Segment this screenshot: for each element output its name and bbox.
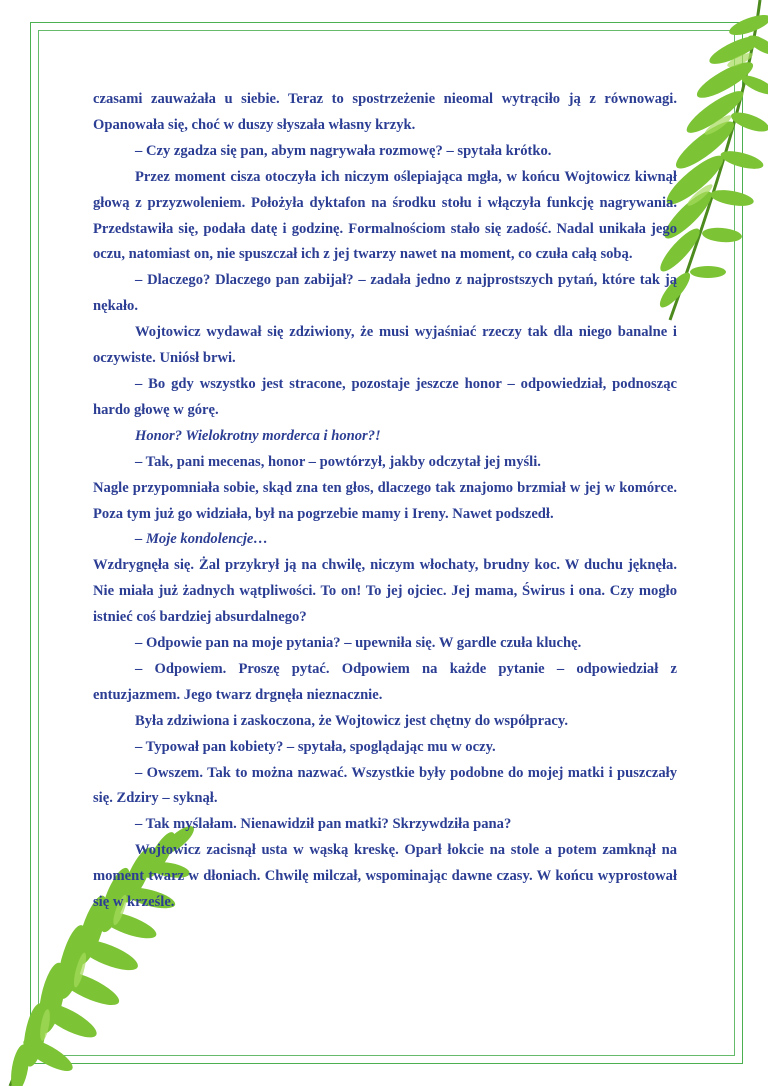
paragraph: – Moje kondolencje…: [135, 531, 268, 548]
paragraph: Przez moment cisza otoczyła ich niczym oślepiająca mgła, w końcu Wojtowicz kiwnął głową z przyzwoleniem. Położyła dyktafon na środku stołu i włączyła funkcję nagrywania. Przedstawiła się, podała datę i godzinę. Formalnościom stało się zadość. Nadal unikała jego oczu, natomiast on, nie spuszczał ich z jej twarzy nawet na moment, co czuła całą sobą.: [93, 168, 677, 263]
paragraph: Wojtowicz zacisnął usta w wąską kreskę. Oparł łokcie na stole a potem zamknął na moment twarz w dłoniach. Chwilę milczał, wspominając dawne czasy. W końcu wyprostował się w krześle.: [93, 842, 677, 911]
paragraph: czasami zauważała u siebie. Teraz to spostrzeżenie nieomal wytrąciło ją z równowagi. Opanowała się, choć w duszy słyszała własny krzyk.: [93, 91, 677, 133]
paragraph: Nagle przypomniała sobie, skąd zna ten głos, dlaczego tak znajomo brzmiał w jej w komórce. Poza tym już go widziała, był na pogrzebie mamy i Ireny. Nawet podszedł.: [93, 479, 677, 522]
paragraph: – Tak myślałam. Nienawidził pan matki? Skrzywdziła pana?: [135, 816, 512, 833]
paragraph: – Czy zgadza się pan, abym nagrywała rozmowę? – spytała krótko.: [135, 142, 552, 159]
document-body: [93, 87, 677, 916]
paragraph: – Odpowiem. Proszę pytać. Odpowiem na każde pytanie – odpowiedział z entuzjazmem. Jego twarz drgnęła nieznacznie.: [93, 660, 677, 703]
paragraph: – Typował pan kobiety? – spytała, spoglądając mu w oczy.: [135, 738, 496, 755]
paragraph: – Odpowie pan na moje pytania? – upewniła się. W gardle czuła kluchę.: [135, 635, 582, 652]
paragraph: Wzdrygnęła się. Żal przykrył ją na chwilę, niczym włochaty, brudny koc. W duchu jęknęła. Nie miała już żadnych wątpliwości. To on! To jej ojciec. Jej mama, Świrus i ona. Czy mogło istnieć coś bardziej absurdalnego?: [93, 557, 677, 626]
paragraph: Wojtowicz wydawał się zdziwiony, że musi wyjaśniać rzeczy tak dla niego banalne i oczywiste. Uniósł brwi.: [93, 324, 677, 367]
paragraph: – Dlaczego? Dlaczego pan zabijał? – zadała jedno z najprostszych pytań, które tak ją nękało.: [93, 272, 677, 315]
paragraph: – Tak, pani mecenas, honor – powtórzył, jakby odczytał jej myśli.: [135, 453, 541, 470]
paragraph: Honor? Wielokrotny morderca i honor?!: [135, 427, 381, 444]
paragraph: Była zdziwiona i zaskoczona, że Wojtowicz jest chętny do współpracy.: [135, 712, 569, 729]
paragraph: – Owszem. Tak to można nazwać. Wszystkie były podobne do mojej matki i puszczały się. Zdziry – syknął.: [93, 764, 677, 807]
paragraph: – Bo gdy wszystko jest stracone, pozostaje jeszcze honor – odpowiedział, podnosząc hardo głowę w górę.: [93, 375, 677, 418]
